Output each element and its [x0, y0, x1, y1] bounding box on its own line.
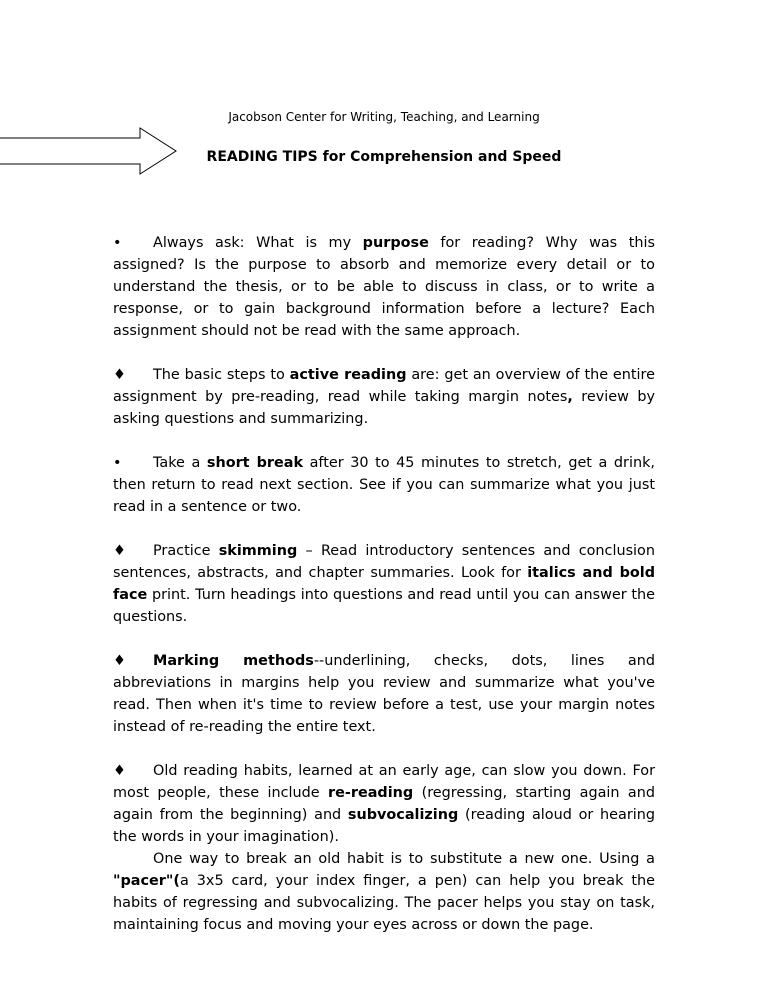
diamond-bullet-icon: ♦: [113, 653, 126, 669]
page-title: READING TIPS for Comprehension and Speed: [206, 149, 562, 165]
tip-skimming: ♦ Practice skimming – Read introductory sentences and conclusion sentences, abstracts, and chapter summaries. Look for italics and bold face print. Turn headings into questions and read until you can answer the questions.: [113, 540, 655, 628]
diamond-bullet-icon: ♦: [113, 543, 126, 559]
diamond-bullet-icon: ♦: [113, 763, 126, 779]
dot-bullet-icon: •: [113, 455, 122, 471]
tip-pacer: One way to break an old habit is to substitute a new one. Using a "pacer"(a 3x5 card, your index finger, a pen) can help you break the habits of regressing and subvocalizing. The pacer helps you stay on task, maintaining focus and moving your eyes across or down the page.: [113, 851, 655, 933]
tip-short-break: • Take a short break after 30 to 45 minutes to stretch, get a drink, then return to read next section. See if you can summarize what you just read in a sentence or two.: [113, 452, 655, 518]
center-header: Jacobson Center for Writing, Teaching, and Learning: [228, 110, 540, 124]
tip-purpose: • Always ask: What is my purpose for reading? Why was this assigned? Is the purpose to absorb and memorize every detail or to understand the thesis, or to be able to discuss in class, or to write a response, or to gain background information before a lecture? Each assignment should not be read with the same approach.: [113, 232, 655, 342]
tip-old-habits: ♦ Old reading habits, learned at an early age, can slow you down. For most people, these include re-reading (regressing, starting again and again from the beginning) and subvocalizing (reading aloud or hearing the words in your imagination).: [113, 760, 655, 848]
tip-active-reading: ♦ The basic steps to active reading are: get an overview of the entire assignment by pre-reading, read while taking margin notes, review by asking questions and summarizing.: [113, 364, 655, 430]
diamond-bullet-icon: ♦: [113, 367, 126, 383]
tips-body: [113, 232, 655, 958]
tip-marking-methods: ♦ Marking methods--underlining, checks, dots, lines and abbreviations in margins help you review and summarize what you've read. Then when it's time to review before a test, use your margin notes instead of re-reading the entire text.: [113, 650, 655, 738]
dot-bullet-icon: •: [113, 235, 122, 251]
